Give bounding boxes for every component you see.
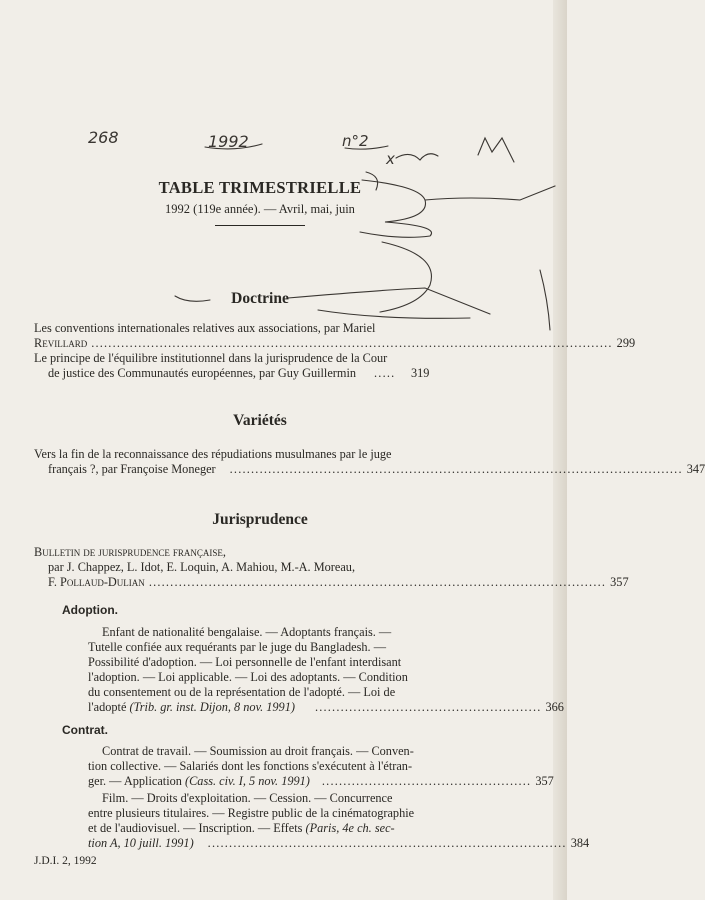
entry-text: Vers la fin de la reconnaissance des répudiations musulmanes par le juge: [34, 447, 392, 461]
toc-entry: [88, 744, 554, 789]
entry-text: de justice des Communautés européennes, par Guy Guillermin: [48, 366, 357, 380]
toc-entry: [34, 545, 629, 590]
page-number: 357: [535, 774, 554, 788]
toc-entry: [34, 321, 636, 351]
handwritten-number: 268: [88, 128, 119, 147]
title-divider: [215, 225, 305, 226]
entry-text: l'adoption. — Loi applicable. — Loi des adoptants. — Condition: [88, 670, 408, 684]
case-citation: (Trib. gr. inst. Dijon, 8 nov. 1991): [129, 700, 295, 714]
dot-leader: .....................................................: [314, 700, 542, 714]
handwritten-mark: x: [386, 150, 395, 168]
dot-leader: ..........................................................................................................................: [91, 336, 613, 350]
subsection-heading-contrat: Contrat.: [62, 723, 108, 737]
toc-entry: [88, 791, 590, 851]
page-footer: J.D.I. 2, 1992: [34, 855, 97, 867]
entry-text: entre plusieurs titulaires. — Registre public de la cinématographie: [88, 806, 415, 820]
dot-leader: .................................................: [321, 774, 532, 788]
subsection-heading-adoption: Adoption.: [62, 603, 118, 617]
page-number: 347: [686, 462, 705, 476]
entry-text: français ?, par Françoise Moneger: [48, 462, 216, 476]
dot-leader: ...........................................................................................................: [148, 575, 607, 589]
page-number: 384: [570, 836, 590, 850]
section-title-varietes: Variétés: [233, 412, 287, 429]
entry-text: Bulletin de jurisprudence française,: [34, 545, 227, 559]
entry-text: Les conventions internationales relatives aux associations, par Mariel: [34, 321, 376, 335]
dot-leader: ..........................................................................................................: [229, 462, 683, 476]
page-number: 366: [545, 700, 564, 714]
case-citation: (Paris, 4e ch. sec-: [305, 821, 395, 835]
case-citation: tion A, 10 juill. 1991): [88, 836, 194, 850]
entry-text: Tutelle confiée aux requérants par le juge du Bangladesh. —: [88, 640, 386, 654]
entry-authors: par J. Chappez, L. Idot, E. Loquin, A. Mahiou, M.-A. Moreau,: [48, 560, 356, 574]
case-citation: (Cass. civ. I, 5 nov. 1991): [185, 774, 310, 788]
entry-text: Le principe de l'équilibre institutionnel dans la jurisprudence de la Cour: [34, 351, 388, 365]
handwritten-issue: n°2: [342, 132, 369, 150]
entry-text: tion collective. — Salariés dont les fonctions s'exécutent à l'étran-: [88, 759, 413, 773]
page-number: 319: [410, 366, 430, 380]
entry-authors: F. Pollaud-Dulian: [48, 575, 145, 589]
toc-entry: [34, 351, 492, 381]
page-edge: [553, 0, 567, 900]
handwritten-year: 1992: [208, 132, 249, 151]
dot-leader: ....................................................................................: [207, 836, 567, 850]
entry-text: Film. — Droits d'exploitation. — Cession. — Concurrence: [102, 791, 393, 805]
section-title-doctrine: Doctrine: [231, 290, 289, 307]
page-number: 299: [616, 336, 636, 350]
entry-text: Enfant de nationalité bengalaise. — Adoptants français. —: [102, 625, 392, 639]
page-title: TABLE TRIMESTRIELLE: [158, 178, 362, 197]
dot-leader: .....: [374, 366, 396, 380]
page-subtitle: 1992 (119e année). — Avril, mai, juin: [165, 202, 355, 216]
toc-entry: [88, 625, 564, 715]
section-title-jurisprudence: Jurisprudence: [212, 511, 308, 528]
entry-text: Contrat de travail. — Soumission au droit français. — Conven-: [102, 744, 414, 758]
entry-text: ger. — Application: [88, 774, 182, 788]
entry-text: du consentement ou de la représentation de l'adopté. — Loi de: [88, 685, 396, 699]
entry-text: l'adopté: [88, 700, 127, 714]
page-number: 357: [610, 575, 629, 589]
entry-author: Revillard: [34, 336, 88, 350]
entry-text: et de l'audiovisuel. — Inscription. — Effets: [88, 821, 303, 835]
toc-entry: [34, 447, 705, 477]
entry-text: Possibilité d'adoption. — Loi personnelle de l'enfant interdisant: [88, 655, 402, 669]
